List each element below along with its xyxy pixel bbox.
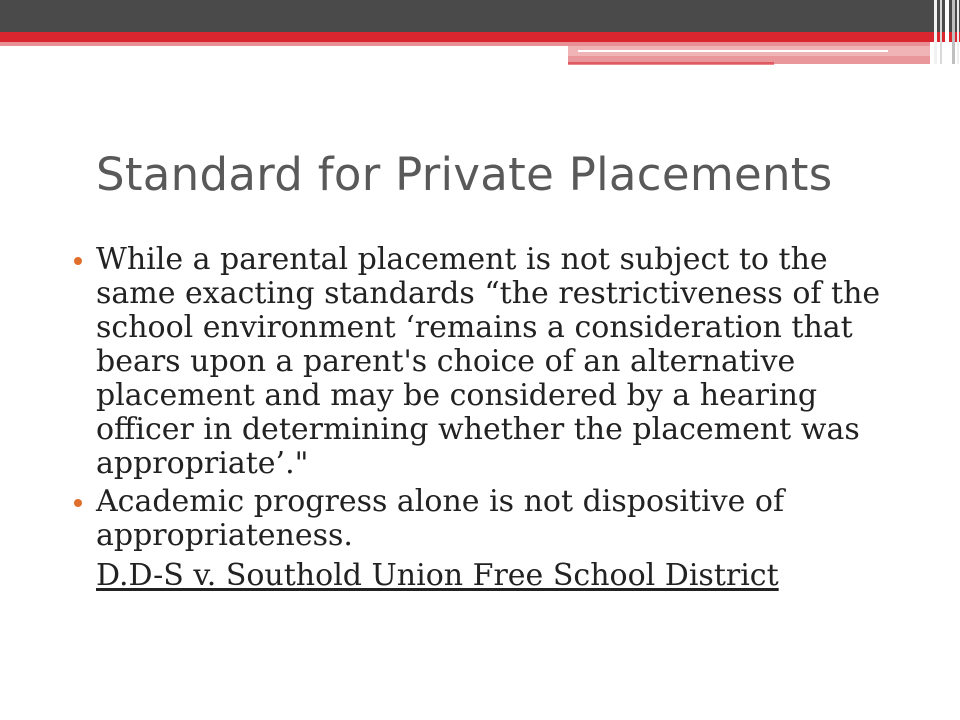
bullet-text: Academic progress alone is not dispositive of appropriateness.: [96, 484, 785, 553]
banner-accent-stripe: [568, 62, 774, 65]
bullet-item: [96, 485, 916, 553]
bullet-dot-icon: [74, 499, 82, 507]
slide-title: Standard for Private Placements: [96, 148, 833, 201]
bullet-item: [96, 243, 916, 481]
vertical-bar: [957, 0, 959, 64]
vertical-bar: [934, 0, 937, 64]
banner-red-band: [0, 32, 960, 42]
vertical-bar: [952, 0, 955, 64]
banner-highlight-line: [578, 50, 888, 52]
bullet-dot-icon: [74, 257, 82, 265]
banner-vertical-bars: [930, 0, 960, 64]
vertical-bar: [940, 0, 942, 64]
bullet-text: While a parental placement is not subject to the same exacting standards “the restrictiveness of the school environment ‘remains a consideration that bears upon a parent's choice of an alternative placement and may be considered by a hearing officer in determining whether the placement was appropriate’.": [96, 242, 881, 481]
banner-dark-band: [0, 0, 960, 32]
bullet-list: [96, 243, 916, 553]
case-citation: D.D-S v. Southold Union Free School District: [96, 558, 779, 593]
slide-body: [96, 243, 916, 593]
vertical-bar: [945, 0, 949, 64]
